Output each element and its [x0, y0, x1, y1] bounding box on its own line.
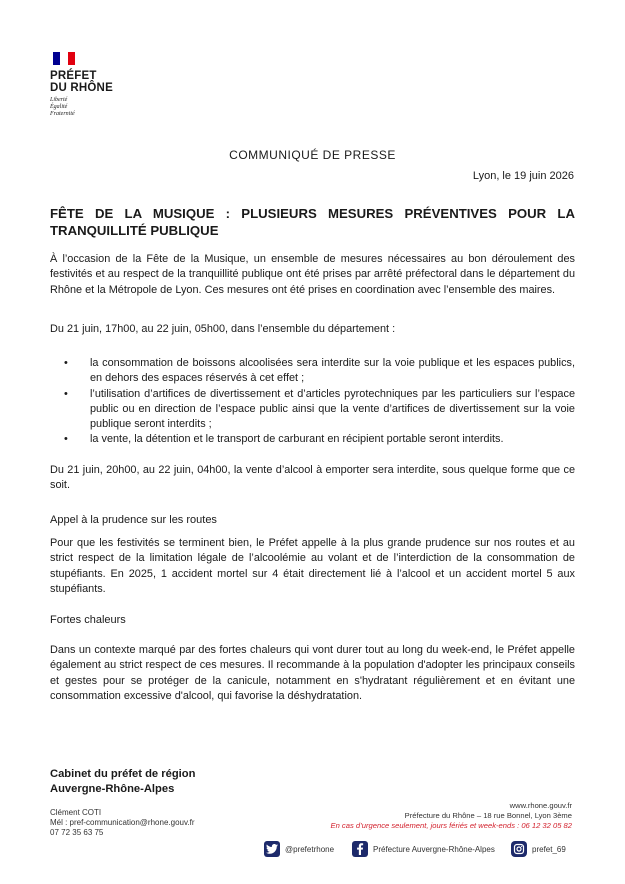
french-flag-icon — [53, 52, 75, 65]
signature-block — [50, 767, 195, 797]
prefet-logo — [50, 52, 130, 118]
section-heading-chaleurs: Fortes chaleurs — [50, 614, 126, 626]
logo-line2: DU RHÔNE — [50, 82, 113, 94]
website-link[interactable]: www.rhone.gouv.fr — [509, 801, 572, 810]
document-date: Lyon, le 19 juin 2026 — [472, 170, 574, 182]
instagram-handle: prefet_69 — [532, 844, 566, 854]
twitter-icon — [264, 841, 280, 857]
logo-title — [50, 70, 130, 94]
prefecture-address — [331, 801, 572, 831]
motto — [50, 97, 130, 118]
facebook-link[interactable] — [352, 841, 495, 857]
urgent-phone: En cas d’urgence seulement, jours fériés et week-ends : 06 12 32 05 82 — [330, 821, 572, 830]
motto-fraternite: Fraternité — [50, 111, 75, 117]
document-title — [50, 205, 575, 239]
twitter-handle: @prefetrhone — [285, 844, 335, 854]
motto-liberte: Liberté — [50, 97, 68, 103]
bullet-symbol: • — [64, 433, 68, 446]
logo-line1: PRÉFET — [50, 70, 97, 82]
instagram-link[interactable] — [511, 841, 566, 857]
section-text-routes: Pour que les festivités se terminent bien, le Préfet appelle à la plus grande prudence sur nos routes et au strict respect de la limitation légale de l’alcoolémie au volant et de l’interdiction de la consommation de stupéfiants. En 2025, 1 accident mortel sur 4 était directement lié à l’alcool et un accident mortel 5 aux stupéfiants. — [50, 537, 575, 595]
facebook-page: Préfecture Auvergne-Rhône-Alpes — [373, 844, 495, 854]
motto-egalite: Égalité — [50, 104, 68, 110]
measures-list — [64, 356, 575, 448]
title-line2: TRANQUILLITÉ PUBLIQUE — [50, 223, 219, 238]
signature-line2: Auvergne-Rhône-Alpes — [50, 783, 175, 795]
section-heading-routes: Appel à la prudence sur les routes — [50, 514, 217, 526]
street-address: Préfecture du Rhône – 18 rue Bonnel, Lyon 3ème — [404, 811, 572, 820]
period1-paragraph: Du 21 juin, 17h00, au 22 juin, 05h00, dans l’ensemble du département : — [50, 323, 396, 335]
list-item: • la consommation de boissons alcoolisées sera interdite sur la voie publique et les espaces publics, en dehors des espaces réservés à cet effet ; — [64, 357, 575, 385]
instagram-icon — [511, 841, 527, 857]
facebook-icon — [352, 841, 368, 857]
twitter-link[interactable] — [264, 841, 334, 857]
list-item: • la vente, la détention et le transport de carburant en récipient portable seront interdits. — [90, 432, 575, 447]
title-line1: FÊTE DE LA MUSIQUE : PLUSIEURS MESURES PRÉVENTIVES POUR LA — [50, 206, 575, 221]
contact-phone: 07 72 35 63 75 — [50, 828, 104, 837]
signature-line1: Cabinet du préfet de région — [50, 768, 196, 780]
contact-name: Clément COTI — [50, 808, 102, 817]
bullet-symbol: • — [64, 357, 68, 369]
section-text-chaleurs: Dans un contexte marqué par des fortes chaleurs qui vont durer tout au long du week-end, le Préfet appelle également au strict respect de ces mesures. Il recommande à la population d'adopter les principaux conseils et gestes pour se protéger de la canicule, notamment en s'hydratant régulièrement et en évitant une consommation excessive d'alcool, qui favorise la déshydratation. — [50, 644, 575, 702]
bullet-symbol: • — [64, 387, 68, 400]
intro-paragraph: À l’occasion de la Fête de la Musique, un ensemble de mesures nécessaires au bon déroulement des festivités et au respect de la tranquillité publique ont été prises par arrêté préfectoral dans le département du Rhône et la Métropole de Lyon. Ces mesures ont été prises en coordination avec l’ensemble des maires. — [50, 253, 575, 296]
contact-email[interactable]: Mél : pref-communication@rhone.gouv.fr — [50, 818, 195, 827]
period2-paragraph: Du 21 juin, 20h00, au 22 juin, 04h00, la vente d’alcool à emporter sera interdite, sous quelque forme que ce soit. — [50, 464, 575, 492]
press-contact — [50, 808, 194, 838]
list-item: • l’utilisation d’artifices de divertissement et d’articles pyrotechniques par les particuliers sur l’espace public ou en direction de l’espace public ainsi que la vente d’artifices de divertissement sur la voie publique seront interdits ; — [64, 387, 575, 431]
document-kicker: COMMUNIQUÉ DE PRESSE — [229, 148, 396, 162]
